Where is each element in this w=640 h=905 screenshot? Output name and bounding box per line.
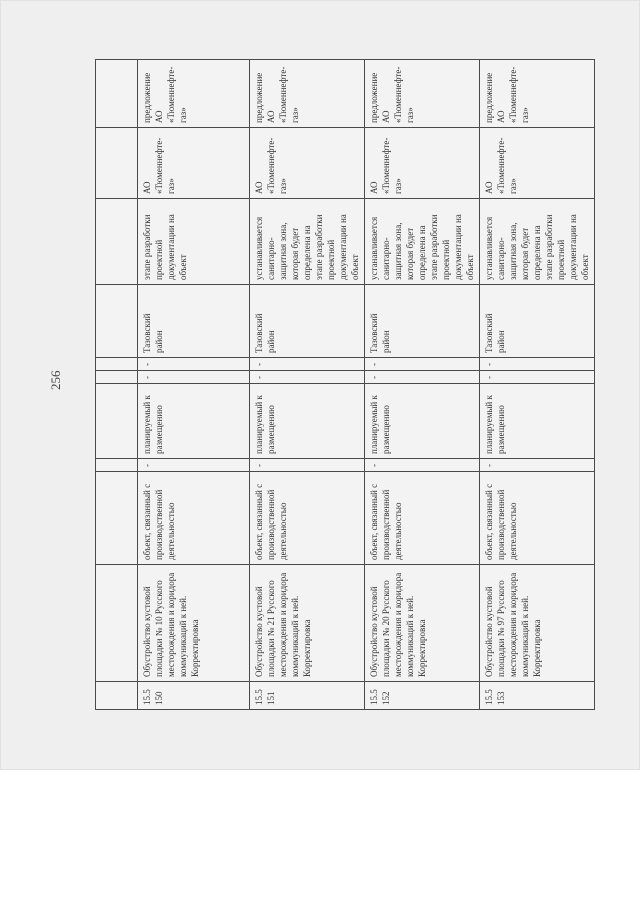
object-status: планируемый к размещению [138, 384, 250, 459]
rotated-table-frame [95, 60, 590, 710]
dash-cell: - [138, 459, 250, 472]
dash-cell: - [365, 358, 480, 371]
object-organization: АО «Тюменнефте-газ» [365, 128, 480, 199]
table-row [138, 60, 250, 710]
dash-cell: - [365, 459, 480, 472]
table-cell [96, 371, 138, 384]
object-organization: АО «Тюменнефте-газ» [480, 128, 595, 199]
table-cell [96, 459, 138, 472]
object-basis: предложение АО «Тюменнефте-газ» [250, 60, 365, 128]
object-code: 15.5150 [138, 682, 250, 710]
dash-cell: - [250, 459, 365, 472]
dash-cell: - [480, 459, 595, 472]
dash-cell: - [250, 358, 365, 371]
object-purpose: объект, связанный с производственной деятельностью [365, 472, 480, 565]
object-purpose: объект, связанный с производственной деятельностью [250, 472, 365, 565]
object-basis: предложение АО «Тюменнефте-газ» [138, 60, 250, 128]
object-name: Обустройство кустовой площадки № 20 Русского месторождения и коридора коммуникаций к ней. Корректировка [365, 565, 480, 682]
object-zone: этапе разработки проектной документации на объект [138, 199, 250, 285]
table-cell [96, 472, 138, 565]
dash-cell: - [365, 371, 480, 384]
objects-table [95, 59, 595, 710]
table-cell [96, 285, 138, 358]
object-name: Обустройство кустовой площадки № 21 Русского месторождения и коридора коммуникаций к ней. Корректировка [250, 565, 365, 682]
object-zone: устанавливается санитарно-защитная зона, которая будет определена на этапе разработки проектной документации на объект [480, 199, 595, 285]
object-district: Тазовский район [365, 285, 480, 358]
dash-cell: - [138, 371, 250, 384]
object-organization: АО «Тюменнефте-газ» [250, 128, 365, 199]
table-row [365, 60, 480, 710]
dash-cell: - [250, 371, 365, 384]
dash-cell: - [480, 371, 595, 384]
object-purpose: объект, связанный с производственной деятельностью [480, 472, 595, 565]
object-organization: АО «Тюменнефте-газ» [138, 128, 250, 199]
table-row [250, 60, 365, 710]
object-zone: устанавливается санитарно-защитная зона, которая будет определена на этапе разработки проектной документации на объект [250, 199, 365, 285]
object-code: 15.5151 [250, 682, 365, 710]
object-district: Тазовский район [250, 285, 365, 358]
table-cell [96, 60, 138, 128]
object-basis: предложение АО «Тюменнефте-газ» [480, 60, 595, 128]
dash-cell: - [480, 358, 595, 371]
object-name: Обустройство кустовой площадки № 97 Русского месторождения и коридора коммуникаций к ней. Корректировка [480, 565, 595, 682]
object-district: Тазовский район [138, 285, 250, 358]
object-code: 15.5153 [480, 682, 595, 710]
table-cell [96, 358, 138, 371]
object-status: планируемый к размещению [480, 384, 595, 459]
object-district: Тазовский район [480, 285, 595, 358]
object-name: Обустройство кустовой площадки № 10 Русского месторождения и коридора коммуникаций к ней. Корректировка [138, 565, 250, 682]
table-cell [96, 682, 138, 710]
object-zone: устанавливается санитарно-защитная зона, которая будет определена на этапе разработки проектной документации на объект [365, 199, 480, 285]
dash-cell: - [138, 358, 250, 371]
object-status: планируемый к размещению [365, 384, 480, 459]
page-number: 256 [48, 370, 63, 390]
object-code: 15.5152 [365, 682, 480, 710]
table-cell [96, 565, 138, 682]
object-purpose: объект, связанный с производственной деятельностью [138, 472, 250, 565]
object-basis: предложение АО «Тюменнефте-газ» [365, 60, 480, 128]
object-status: планируемый к размещению [250, 384, 365, 459]
table-cell [96, 199, 138, 285]
table-cell [96, 128, 138, 199]
table-cell [96, 384, 138, 459]
table-header-row [96, 60, 138, 710]
table-row [480, 60, 595, 710]
